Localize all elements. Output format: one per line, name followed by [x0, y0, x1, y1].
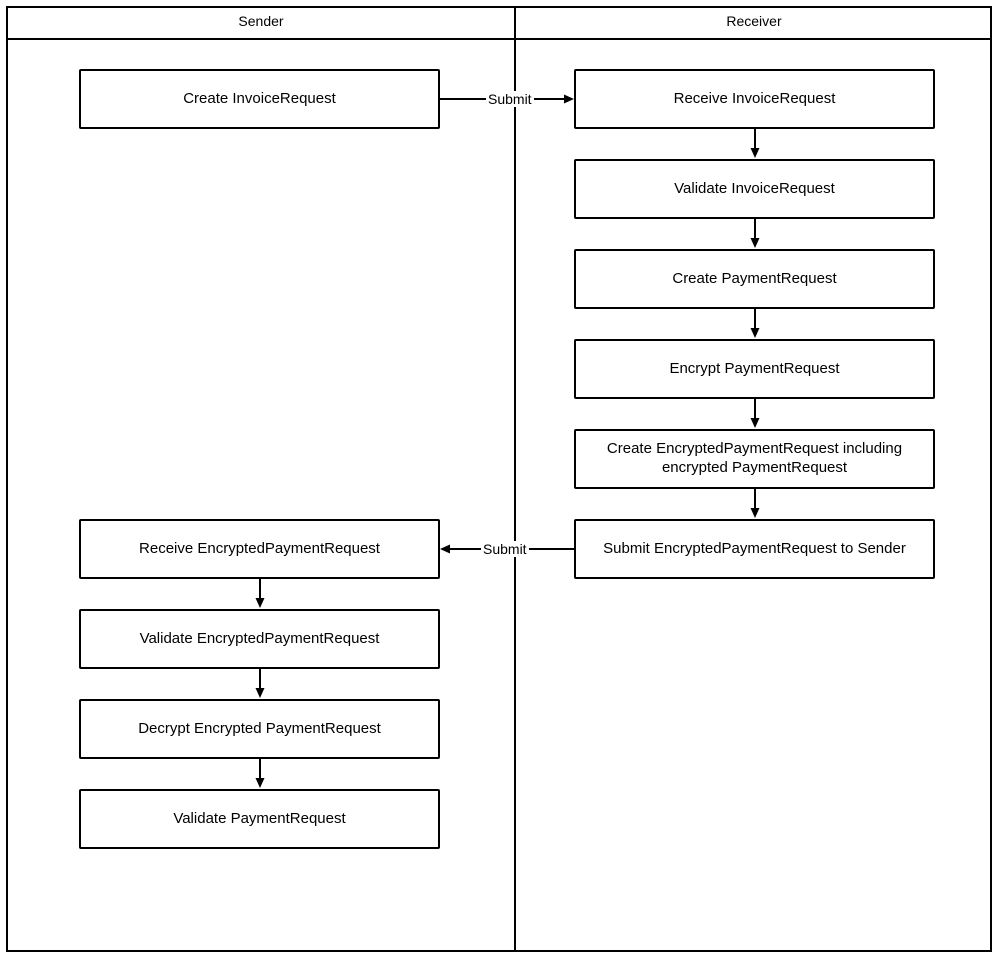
edge-label-submit-to-receiver: Submit [488, 91, 532, 107]
lane-title-sender: Sender [238, 13, 284, 29]
arrow-validate-invoicerequest-to-create-paymentrequest [747, 219, 763, 249]
lane-header-divider [6, 38, 992, 40]
arrow-receive-to-validate-encryptedpaymentrequest [252, 579, 268, 609]
lane-vertical-divider [514, 6, 516, 952]
node-create-paymentrequest[interactable]: Create PaymentRequest [574, 249, 935, 309]
arrow-validate-to-decrypt-encryptedpaymentrequest [252, 669, 268, 699]
arrow-create-to-submit-encryptedpaymentrequest [747, 489, 763, 519]
arrow-decrypt-to-validate-paymentrequest [252, 759, 268, 789]
edge-label-submit-to-sender: Submit [483, 541, 527, 557]
node-receive-invoicerequest[interactable]: Receive InvoiceRequest [574, 69, 935, 129]
node-encrypt-paymentrequest[interactable]: Encrypt PaymentRequest [574, 339, 935, 399]
node-receive-encryptedpaymentrequest[interactable]: Receive EncryptedPaymentRequest [79, 519, 440, 579]
node-validate-encryptedpaymentrequest[interactable]: Validate EncryptedPaymentRequest [79, 609, 440, 669]
node-validate-invoicerequest[interactable]: Validate InvoiceRequest [574, 159, 935, 219]
node-decrypt-encrypted-paymentrequest[interactable]: Decrypt Encrypted PaymentRequest [79, 699, 440, 759]
node-submit-encryptedpaymentrequest[interactable]: Submit EncryptedPaymentRequest to Sender [574, 519, 935, 579]
arrow-encrypt-to-create-encryptedpaymentrequest [747, 399, 763, 429]
arrow-receive-to-validate-invoicerequest [747, 129, 763, 159]
node-create-encryptedpaymentrequest[interactable]: Create EncryptedPaymentRequest including encrypted PaymentRequest [574, 429, 935, 489]
lane-title-receiver: Receiver [726, 13, 782, 29]
node-validate-paymentrequest[interactable]: Validate PaymentRequest [79, 789, 440, 849]
node-create-invoicerequest[interactable]: Create InvoiceRequest [79, 69, 440, 129]
arrow-create-to-encrypt-paymentrequest [747, 309, 763, 339]
